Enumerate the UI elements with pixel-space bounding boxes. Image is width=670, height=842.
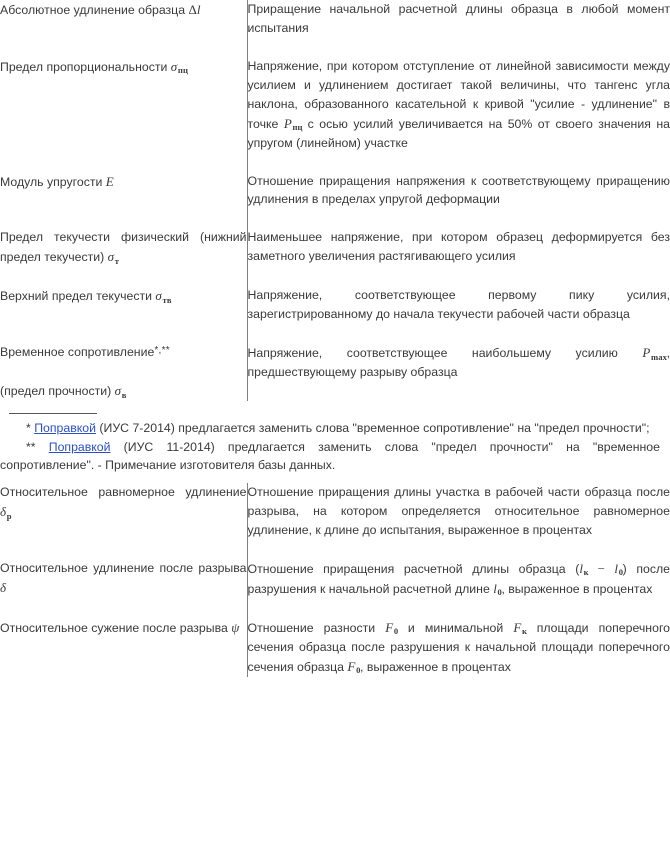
table-row [0, 286, 670, 324]
definition-text-part-1: Напряжение, соответствующее наибольшему усилию [247, 346, 643, 361]
footnote-item [0, 419, 664, 438]
term-label: Предел текучести физический (нижний предел текучести) [0, 230, 247, 265]
definition-elastic-modulus: Отношение приращения напряжения к соответствующему приращению удлинения в пределах упругой деформации [247, 173, 670, 207]
definition-cell [247, 483, 670, 540]
row-spacer [0, 153, 670, 172]
table-row [0, 483, 670, 540]
term-tensile-strength-alt [0, 381, 247, 401]
term-proportionality-limit [0, 57, 247, 77]
definition-absolute-elongation: Приращение начальной расчетной длины образца в любой момент испытания [247, 2, 670, 35]
amendment-link[interactable]: Поправкой [48, 439, 111, 454]
definition-text-part-2: площади поперечного сечения образца после разрушения к начальной площади поперечного сечения образца [247, 620, 670, 674]
p-symbol: P [283, 115, 292, 131]
definition-text-part-2: с осью усилий увеличивается на 50% от своего значения на упругом (линейном) участке [247, 116, 670, 150]
definitions-table-top [0, 0, 670, 401]
sigma-symbol: σ [107, 249, 115, 265]
footnotes-block [0, 413, 670, 475]
table-row [0, 57, 670, 153]
l-subscript-initial-2: 0 [497, 587, 502, 598]
footnote-text: (ИУС 11-2014) предлагается заменить слова "предел прочности" на "временное сопротивление". - Примечание изготовителя базы данных. [0, 439, 660, 473]
term-cell [0, 228, 247, 267]
row-spacer [0, 267, 670, 286]
term-label: Относительное равномерное удлинение [0, 485, 247, 500]
definition-text-part-1: Напряжение, при котором отступление от линейной зависимости между усилием и удлинением достигает такой величины, что тангенс угла наклона, образованного касательной к кривой "усилие - удлинение" в точке [247, 58, 670, 131]
row-spacer [0, 599, 670, 618]
term-elongation-after-fracture [0, 559, 247, 598]
definition-uniform-elongation: Отношение приращения длины участка в рабочей части образца после разрыва, на котором определяется относительное равномерное удлинение, к длине до испытания, выраженное в процентах [247, 485, 670, 538]
term-label: Модуль упругости [0, 174, 106, 189]
term-cell [0, 343, 247, 401]
footnote-separator-rule [9, 413, 97, 414]
l-subscript-initial: 0 [618, 567, 624, 578]
sigma-symbol: σ [170, 58, 178, 74]
f-subscript-final: к [522, 626, 528, 637]
f-symbol-final: F [513, 619, 522, 635]
amendment-link[interactable]: Поправкой [34, 421, 96, 436]
term-absolute-elongation [0, 0, 247, 20]
definition-proportionality-limit [248, 57, 670, 153]
footnote-text: (ИУС 7-2014) предлагается заменить слова "временное сопротивление" на "предел прочности"; [96, 421, 650, 436]
sigma-subscript: т [114, 255, 120, 266]
term-cell [0, 286, 247, 324]
f-subscript-initial-2: 0 [356, 665, 361, 676]
footnote-prefix [36, 440, 49, 454]
term-reduction-of-area [0, 618, 247, 638]
row-spacer [0, 38, 670, 57]
definition-cell [247, 228, 670, 267]
definition-cell [247, 618, 670, 677]
definition-text-part-3: , выраженное в процентах [501, 581, 653, 596]
definition-yield-strength-physical: Наименьшее напряжение, при котором образец деформируется без заметного увеличения растягивающего усилия [247, 230, 670, 264]
definition-cell [247, 172, 670, 210]
term-label: Предел пропорциональности [0, 59, 171, 74]
footnote-bottom-spacer [0, 475, 670, 483]
definition-elongation-after-fracture [248, 559, 670, 599]
table-row [0, 172, 670, 210]
definition-cell [247, 0, 670, 38]
table-row [0, 559, 670, 599]
definition-text-mid: и минимальной [397, 620, 514, 635]
psi-symbol: ψ [231, 619, 240, 635]
term-cell [0, 559, 247, 599]
definition-cell [247, 343, 670, 401]
f-symbol-initial-2: F [347, 658, 356, 674]
footnote-marker[interactable]: *,** [154, 345, 170, 357]
l-symbol-initial-2: l [493, 580, 498, 596]
footnote-marker: * [26, 421, 31, 436]
term-cell [0, 57, 247, 153]
definition-cell [247, 559, 670, 599]
term-yield-strength-physical [0, 228, 247, 267]
term-cell [0, 618, 247, 677]
f-symbol-initial: F [385, 619, 394, 635]
definition-upper-yield-strength: Напряжение, соответствующее первому пику усилия, зарегистрированному до начала текучести рабочей части образца [247, 288, 670, 322]
e-symbol: E [105, 173, 114, 189]
term-elastic-modulus [0, 172, 247, 192]
term-label: Верхний предел текучести [0, 289, 156, 304]
l-symbol: l [196, 2, 201, 17]
minus-operator: − [588, 560, 615, 576]
term-tensile-strength [0, 343, 247, 362]
sigma-subscript: в [121, 389, 127, 400]
sigma-subscript: пц [177, 65, 189, 76]
definition-text-part-1: Отношение разности [247, 620, 386, 635]
term-label-alt: (предел прочности) [0, 384, 115, 399]
term-label: Относительное сужение после разрыва [0, 620, 232, 635]
sigma-symbol: σ [155, 288, 163, 304]
term-label: Относительное удлинение после разрыва [0, 560, 247, 575]
p-subscript: max [651, 351, 668, 362]
definition-tensile-strength [248, 343, 670, 382]
l-symbol-final: l [579, 560, 584, 576]
delta-subscript: р [6, 510, 12, 521]
sigma-symbol: σ [114, 383, 122, 399]
definition-reduction-of-area [248, 618, 670, 677]
p-symbol: P [642, 345, 651, 361]
definition-text-part-3: , выраженное в процентах [359, 659, 511, 674]
definitions-table-bottom [0, 483, 670, 677]
footnote-top-spacer [0, 401, 670, 413]
sigma-subscript: тв [162, 294, 172, 305]
term-uniform-elongation [0, 483, 247, 522]
table-row [0, 343, 670, 401]
f-subscript-initial: 0 [393, 626, 399, 637]
row-spacer [0, 540, 670, 559]
definition-text-part-2: , предшествующему разрыву образца [247, 346, 670, 380]
delta-symbol: δ [0, 579, 7, 595]
delta-symbol: δ [0, 504, 7, 520]
row-spacer [0, 324, 670, 343]
footnote-marker: ** [26, 439, 36, 454]
term-cell [0, 483, 247, 540]
l-subscript-final: к [583, 567, 589, 578]
definition-cell [247, 286, 670, 324]
term-label: Временное сопротивление [0, 345, 155, 360]
term-upper-yield-strength [0, 286, 247, 306]
l-symbol-initial: l [614, 560, 619, 576]
footnote-item [0, 438, 664, 475]
definition-text-part-1: Отношение приращения расчетной длины образца ( [247, 561, 580, 576]
table-row [0, 618, 670, 677]
row-spacer [0, 209, 670, 228]
delta-symbol: Δ [188, 2, 197, 17]
definition-text-part-2: ) после разрушения к начальной расчетной длине [247, 561, 670, 596]
definition-cell [247, 57, 670, 153]
table-row [0, 228, 670, 267]
term-cell [0, 172, 247, 210]
term-cell [0, 0, 247, 38]
term-label: Абсолютное удлинение образца [0, 3, 189, 17]
p-subscript: пц [292, 122, 303, 133]
table-row [0, 0, 670, 38]
